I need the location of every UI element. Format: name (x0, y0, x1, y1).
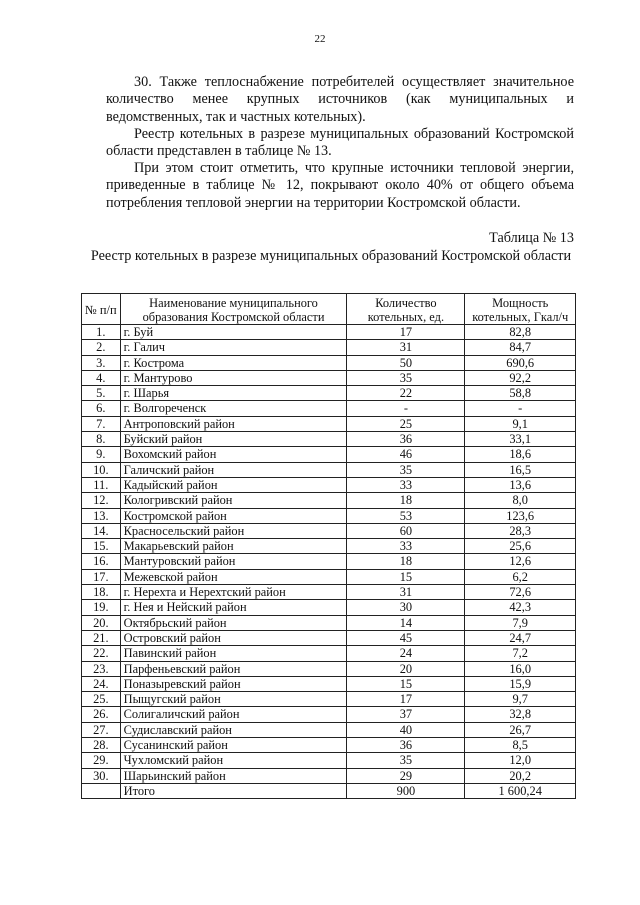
cell-count: 17 (347, 692, 465, 707)
header-count: Количество котельных, ед. (347, 294, 465, 325)
cell-num: 8. (82, 432, 121, 447)
cell-power: 18,6 (465, 447, 576, 462)
cell-name: Пыщугский район (120, 692, 347, 707)
table-total-row (82, 783, 576, 798)
cell-power: 6,2 (465, 569, 576, 584)
cell-name: Галичский район (120, 462, 347, 477)
cell-count: 24 (347, 646, 465, 661)
cell-name: Костромской район (120, 508, 347, 523)
cell-num: 9. (82, 447, 121, 462)
cell-power: 84,7 (465, 340, 576, 355)
cell-power: 24,7 (465, 630, 576, 645)
table-title: Реестр котельных в разрезе муниципальных образований Костромской области (90, 248, 572, 264)
cell-num: 30. (82, 768, 121, 783)
cell-count: 18 (347, 493, 465, 508)
cell-count: 46 (347, 447, 465, 462)
cell-num: 16. (82, 554, 121, 569)
cell-count: 20 (347, 661, 465, 676)
cell-power: 32,8 (465, 707, 576, 722)
cell-power: 16,0 (465, 661, 576, 676)
table-row (82, 493, 576, 508)
total-name: Итого (120, 783, 347, 798)
table-row (82, 707, 576, 722)
table-row (82, 692, 576, 707)
cell-name: Кадыйский район (120, 477, 347, 492)
table-row (82, 340, 576, 355)
cell-count: 15 (347, 676, 465, 691)
cell-num: 7. (82, 416, 121, 431)
paragraph-3: При этом стоит отметить, что крупные источники тепловой энергии, приведенные в таблице № 12, покрывают около 40% от общего объема потребления тепловой энергии на территории Костромской области. (106, 160, 574, 211)
cell-name: Островский район (120, 630, 347, 645)
cell-num: 15. (82, 539, 121, 554)
cell-num: 27. (82, 722, 121, 737)
boiler-registry-table (81, 293, 576, 799)
cell-power: 690,6 (465, 355, 576, 370)
cell-name: Межевской район (120, 569, 347, 584)
cell-count: 31 (347, 585, 465, 600)
cell-count: 36 (347, 738, 465, 753)
cell-power: 26,7 (465, 722, 576, 737)
cell-count: 40 (347, 722, 465, 737)
table-row (82, 630, 576, 645)
cell-count: 22 (347, 386, 465, 401)
table-row (82, 477, 576, 492)
cell-num: 1. (82, 325, 121, 340)
cell-power: 13,6 (465, 477, 576, 492)
cell-power: 33,1 (465, 432, 576, 447)
table-row (82, 325, 576, 340)
table-row (82, 416, 576, 431)
cell-count: 60 (347, 523, 465, 538)
cell-count: 33 (347, 477, 465, 492)
cell-power: 72,6 (465, 585, 576, 600)
cell-count: - (347, 401, 465, 416)
cell-num: 23. (82, 661, 121, 676)
cell-name: Чухломский район (120, 753, 347, 768)
cell-count: 30 (347, 600, 465, 615)
table-row (82, 355, 576, 370)
cell-count: 14 (347, 615, 465, 630)
cell-count: 37 (347, 707, 465, 722)
cell-num: 21. (82, 630, 121, 645)
cell-name: г. Нерехта и Нерехтский район (120, 585, 347, 600)
cell-num: 24. (82, 676, 121, 691)
cell-count: 33 (347, 539, 465, 554)
table-row (82, 401, 576, 416)
cell-num: 19. (82, 600, 121, 615)
total-power: 1 600,24 (465, 783, 576, 798)
cell-name: Кологривский район (120, 493, 347, 508)
cell-name: Октябрьский район (120, 615, 347, 630)
table-row (82, 432, 576, 447)
cell-name: Поназыревский район (120, 676, 347, 691)
table-header-row (82, 294, 576, 325)
cell-num: 13. (82, 508, 121, 523)
cell-num: 17. (82, 569, 121, 584)
cell-num: 10. (82, 462, 121, 477)
cell-power: 9,7 (465, 692, 576, 707)
paragraph-2: Реестр котельных в разрезе муниципальных образований Костромской области представлен в таблице № 13. (106, 126, 574, 160)
cell-count: 17 (347, 325, 465, 340)
table-label: Таблица № 13 (489, 230, 574, 246)
cell-power: 7,2 (465, 646, 576, 661)
table-row (82, 370, 576, 385)
paragraph-1: 30. Также теплоснабжение потребителей осуществляет значительное количество менее крупных источников (как муниципальных и ведомственных, так и частных котельных). (106, 74, 574, 125)
cell-power: 8,5 (465, 738, 576, 753)
table-row (82, 753, 576, 768)
cell-count: 45 (347, 630, 465, 645)
cell-name: Сусанинский район (120, 738, 347, 753)
header-num: № п/п (82, 294, 121, 325)
table-row (82, 646, 576, 661)
table-row (82, 554, 576, 569)
cell-power: 15,9 (465, 676, 576, 691)
cell-num: 11. (82, 477, 121, 492)
cell-num: 29. (82, 753, 121, 768)
table-row (82, 676, 576, 691)
cell-name: Вохомский район (120, 447, 347, 462)
total-num (82, 783, 121, 798)
cell-power: 7,9 (465, 615, 576, 630)
cell-name: г. Волгореченск (120, 401, 347, 416)
cell-name: Антроповский район (120, 416, 347, 431)
cell-name: Буйский район (120, 432, 347, 447)
cell-num: 18. (82, 585, 121, 600)
cell-num: 20. (82, 615, 121, 630)
table-row (82, 738, 576, 753)
cell-power: 12,0 (465, 753, 576, 768)
header-power: Мощность котельных, Гкал/ч (465, 294, 576, 325)
cell-power: - (465, 401, 576, 416)
cell-power: 9,1 (465, 416, 576, 431)
table-row (82, 615, 576, 630)
cell-power: 58,8 (465, 386, 576, 401)
table-row (82, 508, 576, 523)
cell-num: 2. (82, 340, 121, 355)
cell-num: 12. (82, 493, 121, 508)
cell-power: 82,8 (465, 325, 576, 340)
cell-name: Шарьинский район (120, 768, 347, 783)
cell-count: 18 (347, 554, 465, 569)
table-row (82, 447, 576, 462)
cell-name: Павинский район (120, 646, 347, 661)
cell-count: 35 (347, 462, 465, 477)
cell-count: 50 (347, 355, 465, 370)
cell-power: 16,5 (465, 462, 576, 477)
table-row (82, 722, 576, 737)
cell-name: г. Мантурово (120, 370, 347, 385)
cell-power: 123,6 (465, 508, 576, 523)
table-row (82, 539, 576, 554)
page-number: 22 (314, 33, 326, 45)
cell-count: 15 (347, 569, 465, 584)
table-row (82, 768, 576, 783)
table-row (82, 386, 576, 401)
cell-name: Парфеньевский район (120, 661, 347, 676)
cell-count: 31 (347, 340, 465, 355)
cell-name: Мантуровский район (120, 554, 347, 569)
cell-num: 14. (82, 523, 121, 538)
cell-power: 25,6 (465, 539, 576, 554)
header-name: Наименование муниципального образования Костромской области (120, 294, 347, 325)
cell-power: 12,6 (465, 554, 576, 569)
cell-name: г. Шарья (120, 386, 347, 401)
cell-count: 35 (347, 753, 465, 768)
cell-count: 36 (347, 432, 465, 447)
cell-num: 6. (82, 401, 121, 416)
table-row (82, 585, 576, 600)
table-row (82, 600, 576, 615)
cell-name: г. Нея и Нейский район (120, 600, 347, 615)
cell-name: г. Буй (120, 325, 347, 340)
table-row (82, 462, 576, 477)
cell-name: г. Галич (120, 340, 347, 355)
table-row (82, 661, 576, 676)
cell-power: 42,3 (465, 600, 576, 615)
cell-num: 28. (82, 738, 121, 753)
cell-num: 22. (82, 646, 121, 661)
cell-name: Красносельский район (120, 523, 347, 538)
cell-power: 92,2 (465, 370, 576, 385)
cell-name: г. Кострома (120, 355, 347, 370)
cell-num: 26. (82, 707, 121, 722)
table-row (82, 569, 576, 584)
cell-name: Солигаличский район (120, 707, 347, 722)
cell-power: 8,0 (465, 493, 576, 508)
cell-name: Судиславский район (120, 722, 347, 737)
cell-power: 20,2 (465, 768, 576, 783)
cell-num: 5. (82, 386, 121, 401)
cell-count: 35 (347, 370, 465, 385)
cell-count: 25 (347, 416, 465, 431)
cell-count: 53 (347, 508, 465, 523)
cell-count: 29 (347, 768, 465, 783)
table-row (82, 523, 576, 538)
cell-num: 25. (82, 692, 121, 707)
cell-name: Макарьевский район (120, 539, 347, 554)
cell-power: 28,3 (465, 523, 576, 538)
cell-num: 3. (82, 355, 121, 370)
total-count: 900 (347, 783, 465, 798)
cell-num: 4. (82, 370, 121, 385)
